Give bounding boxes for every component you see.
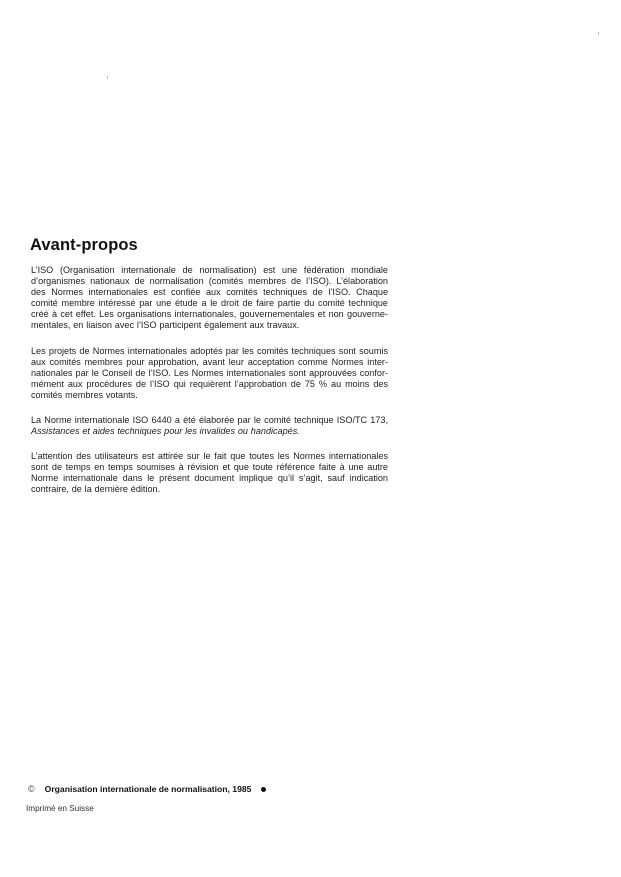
text-line: contraire, de la dernière édition.: [31, 484, 161, 494]
text-line: Norme internationale dans le présent document implique qu’il s’agit, sauf indication: [31, 473, 388, 483]
text-line: L’attention des utilisateurs est attirée sur le fait que toutes les Normes internationales: [31, 451, 388, 461]
text-line: Les projets de Normes internationales adoptés par les comités techniques sont soumis: [31, 346, 388, 356]
copyright-icon: ©: [28, 784, 35, 794]
copyright-text: Organisation internationale de normalisation, 1985: [44, 784, 252, 794]
text-line: La Norme internationale ISO 6440 a été élaborée par le comité technique ISO/TC 173,: [31, 415, 388, 425]
text-line: comités membres votants.: [31, 390, 138, 400]
page-footer: [28, 784, 266, 813]
paragraph-revision-notice: [31, 451, 388, 495]
printed-in: Imprimé en Suisse: [26, 804, 94, 813]
page-heading: Avant-propos: [30, 236, 138, 254]
committee-title: Assistances et aides techniques pour les invalides ou handicapés.: [31, 426, 300, 436]
text-line: comité membre intéressé par une étude a le droit de faire partie du comité technique: [31, 298, 388, 308]
scan-speck: [598, 32, 599, 35]
text-line: mentales, en liaison avec l’ISO participent également aux travaux.: [31, 320, 300, 330]
text-line: aux comités membres pour approbation, avant leur acceptation comme Normes inter-: [31, 357, 388, 367]
paragraph-iso-intro: [31, 265, 388, 331]
text-line: d’organismes nationaux de normalisation (comités membres de l’ISO). L’élaboration: [31, 276, 388, 286]
text-line: mément aux procédures de l’ISO qui requièrent l’approbation de 75 % au moins des: [31, 379, 388, 389]
text-line: des Normes internationales est confiée aux comités techniques de l’ISO. Chaque: [31, 287, 388, 297]
text-line: sont de temps en temps soumises à révision et que toute référence faite à une autre: [31, 462, 388, 472]
scan-speck: [107, 76, 108, 79]
copyright-line: [28, 784, 266, 794]
paragraph-approval: [31, 346, 388, 401]
text-line: créé à cet effet. Les organisations internationales, gouvernementales et non gouverne-: [31, 309, 388, 319]
text-line: L’ISO (Organisation internationale de normalisation) est une fédération mondiale: [31, 265, 388, 275]
bullet-icon: [261, 787, 266, 792]
paragraph-committee: [31, 415, 388, 437]
foreword-body: [31, 265, 388, 495]
text-line: nationales par le Conseil de l’ISO. Les Normes internationales sont approuvées confor-: [31, 368, 388, 378]
